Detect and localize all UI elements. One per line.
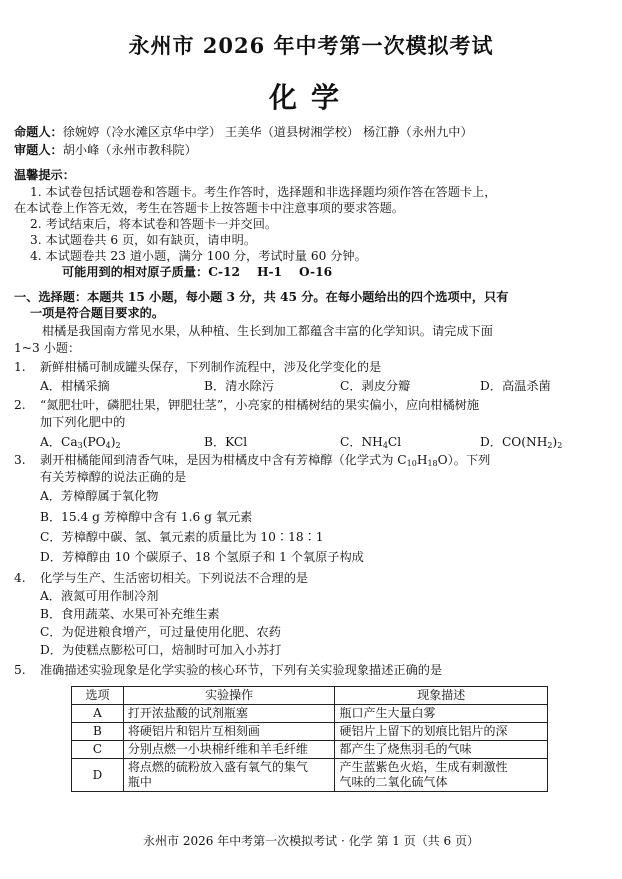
operation-cell: 将点燃的硫粉放入盛有氧气的集气 瓶中	[123, 759, 335, 792]
option-c: C．为促进粮食增产，可过量使用化肥、农药	[40, 625, 281, 639]
question-5	[14, 662, 443, 678]
option-cell: B	[72, 723, 124, 741]
authors-line	[14, 124, 473, 140]
column-header: 现象描述	[335, 687, 548, 705]
authors-label: 命题人：	[14, 125, 63, 139]
option-a: A．芳樟醇属于氧化物	[40, 489, 159, 503]
table-header-row	[72, 687, 548, 705]
reviewer-label: 审题人：	[14, 143, 63, 157]
tip-item: 4. 本试题卷共 23 道小题，满分 100 分，考试时量 60 分钟。	[30, 249, 367, 263]
option-d: D．芳樟醇由 10 个碳原子、18 个氢原子和 1 个氧原子构成	[40, 550, 364, 564]
tip-item: 在本试卷上作答无效，考生在答题卡上按答题卡中注意事项的要求答题。	[14, 201, 404, 215]
section-intro: 柑橘是我国南方常见水果，从种植、生长到加工都蕴含丰富的化学知识。请完成下面	[42, 324, 493, 338]
option-a: A．$Ca_3(PO_4)_2$	[40, 435, 121, 450]
experiment-table	[71, 686, 548, 792]
phenomenon-cell: 都产生了烧焦羽毛的气味	[335, 741, 548, 759]
question-4	[14, 570, 309, 586]
table-row	[72, 741, 548, 759]
option-d: D．高温杀菌	[480, 379, 551, 393]
operation-cell: 分别点燃一小块棉纤维和羊毛纤维	[123, 741, 335, 759]
subject-title: 化学	[268, 81, 353, 114]
table-row	[72, 759, 548, 792]
table-row	[72, 723, 548, 741]
question-number: 3.	[14, 453, 26, 467]
atomic-mass-values: C-12 H-1 O-16	[208, 265, 333, 279]
tip-item: 2. 考试结束后，将本试卷和答题卡一并交回。	[30, 217, 278, 231]
atomic-mass-label: 可能用到的相对原子质量：	[62, 265, 209, 279]
option-c: C．芳樟醇中碳、氢、氧元素的质量比为 10∶18∶1	[40, 530, 324, 544]
question-1	[14, 359, 382, 375]
question-2	[14, 397, 480, 413]
option-b: B．清水除污	[204, 379, 274, 393]
question-text: 剥开柑橘能闻到清香气味，是因为柑橘皮中含有芳樟醇（化学式为 $C_{10}H_{18}O$）。下列	[40, 453, 491, 468]
tip-item: 1. 本试卷包括试题卷和答题卡。考生作答时，选择题和非选择题均须作答在答题卡上，	[30, 185, 497, 199]
question-text: 化学与生产、生活密切相关。下列说法不合理的是	[40, 571, 309, 585]
question-3	[14, 452, 491, 468]
column-header: 选项	[72, 687, 124, 705]
question-text-cont: 有关芳樟醇的说法正确的是	[40, 470, 187, 484]
option-cell: C	[72, 741, 124, 759]
operation-cell: 打开浓盐酸的试剂瓶塞	[123, 705, 335, 723]
option-b: B．KCl	[204, 435, 248, 449]
operation-cell: 将硬铝片和铝片互相刻画	[123, 723, 335, 741]
question-number: 2.	[14, 398, 26, 412]
question-text-cont: 加下列化肥中的	[40, 415, 126, 429]
phenomenon-cell: 硬铝片上留下的划痕比铝片的深	[335, 723, 548, 741]
tip-item: 3. 本试题卷共 6 页，如有缺页，请申明。	[30, 233, 257, 247]
authors-names: 徐婉婷（冷水滩区京华中学） 王美华（道县树湘学校） 杨江静（永州九中）	[62, 125, 473, 139]
section-heading-cont: 一项是符合题目要求的。	[30, 306, 165, 320]
question-number: 4.	[14, 571, 26, 585]
option-cell: D	[72, 759, 124, 792]
option-d: D．$CO(NH_2)_2$	[480, 435, 563, 450]
option-b: B．15.4 g 芳樟醇中含有 1.6 g 氧元素	[40, 510, 253, 524]
option-c: C．$NH_4Cl$	[340, 435, 402, 450]
atomic-mass-line	[62, 264, 332, 280]
question-number: 1.	[14, 360, 26, 374]
column-header: 实验操作	[123, 687, 335, 705]
option-a: A．柑橘采摘	[40, 379, 110, 393]
question-text: 准确描述实验现象是化学实验的核心环节，下列有关实验现象描述正确的是	[40, 663, 443, 677]
reviewer-line	[14, 142, 197, 158]
option-b: B．食用蔬菜、水果可补充维生素	[40, 607, 220, 621]
option-cell: A	[72, 705, 124, 723]
section-intro-cont: 1~3 小题：	[14, 341, 81, 355]
phenomenon-cell: 产生蓝紫色火焰，生成有刺激性 气味的二氧化硫气体	[335, 759, 548, 792]
question-text: “氮肥壮叶，磷肥壮果，钾肥壮茎”，小亮家的柑橘树结的果实偏小，应向柑橘树施	[40, 398, 480, 412]
question-text: 新鲜柑橘可制成罐头保存，下列制作流程中，涉及化学变化的是	[40, 360, 382, 374]
question-number: 5.	[14, 663, 26, 677]
option-d: D．为使糕点膨松可口，焙制时可加入小苏打	[40, 643, 282, 657]
exam-title: 永州市 2026 年中考第一次模拟考试	[128, 33, 494, 58]
phenomenon-cell: 瓶口产生大量白雾	[335, 705, 548, 723]
table-row	[72, 705, 548, 723]
option-c: C．剥皮分瓣	[340, 379, 411, 393]
tips-heading: 温馨提示：	[14, 168, 75, 182]
section-heading: 一、选择题：本题共 15 小题，每小题 3 分，共 45 分。在每小题给出的四个选项中，只有	[14, 290, 509, 304]
page-footer: 永州市 2026 年中考第一次模拟考试 · 化学 第 1 页（共 6 页）	[143, 834, 479, 848]
option-a: A．液氮可用作制冷剂	[40, 589, 159, 603]
reviewer-name: 胡小峰（永州市教科院）	[62, 143, 197, 157]
